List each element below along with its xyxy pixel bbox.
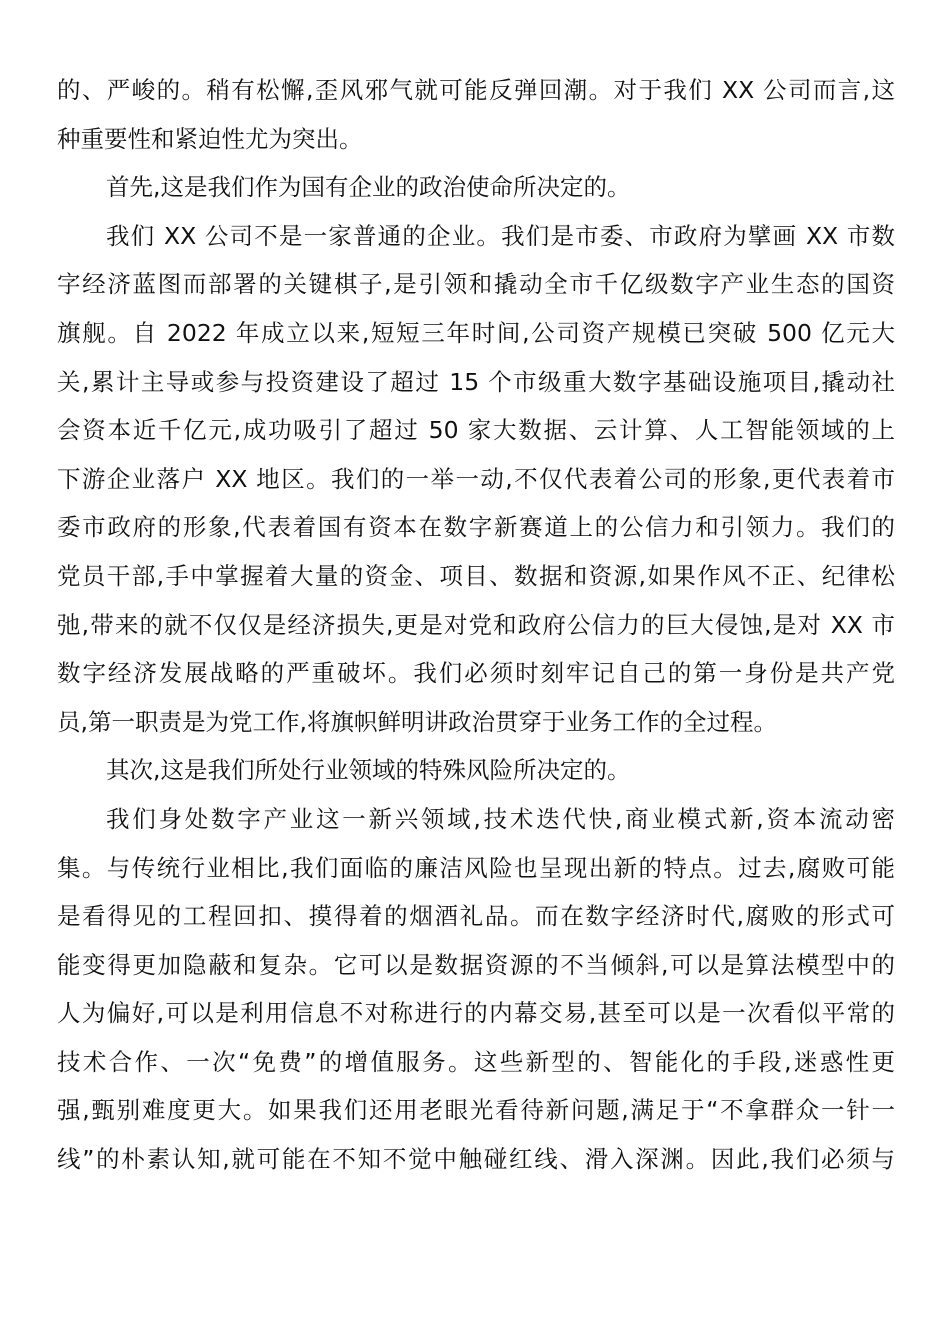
text-line: 能变得更加隐蔽和复杂。它可以是数据资源的不当倾斜,可以是算法模型中的 bbox=[57, 950, 895, 979]
text-line: 线”的朴素认知,就可能在不知不觉中触碰红线、滑入深渊。因此,我们必须与 bbox=[57, 1145, 895, 1174]
section-heading-line: 其次,这是我们所处行业领域的特殊风险所决定的。 bbox=[106, 756, 631, 785]
section-heading-line: 首先,这是我们作为国有企业的政治使命所决定的。 bbox=[106, 173, 631, 202]
text-line: 员,第一职责是为党工作,将旗帜鲜明讲政治贯穿于业务工作的全过程。 bbox=[57, 707, 777, 736]
text-line: 我们 XX 公司不是一家普通的企业。我们是市委、市政府为擘画 XX 市数 bbox=[106, 221, 895, 250]
text-line: 技术合作、一次“免费”的增值服务。这些新型的、智能化的手段,迷惑性更 bbox=[57, 1047, 895, 1076]
text-line: 弛,带来的就不仅仅是经济损失,更是对党和政府公信力的巨大侵蚀,是对 XX 市 bbox=[57, 610, 895, 639]
text-line: 种重要性和紧迫性尤为突出。 bbox=[57, 124, 363, 153]
text-line: 会资本近千亿元,成功吸引了超过 50 家大数据、云计算、人工智能领域的上 bbox=[57, 416, 895, 445]
text-line: 旗舰。自 2022 年成立以来,短短三年时间,公司资产规模已突破 500 亿元大 bbox=[57, 318, 895, 347]
document-page bbox=[57, 66, 895, 1184]
text-line: 是看得见的工程回扣、摸得着的烟酒礼品。而在数字经济时代,腐败的形式可 bbox=[57, 902, 895, 931]
text-line: 人为偏好,可以是利用信息不对称进行的内幕交易,甚至可以是一次看似平常的 bbox=[57, 999, 895, 1028]
text-line: 集。与传统行业相比,我们面临的廉洁风险也呈现出新的特点。过去,腐败可能 bbox=[57, 853, 895, 882]
text-line: 的、严峻的。稍有松懈,歪风邪气就可能反弹回潮。对于我们 XX 公司而言,这 bbox=[57, 76, 895, 104]
text-line: 党员干部,手中掌握着大量的资金、项目、数据和资源,如果作风不正、纪律松 bbox=[57, 561, 895, 590]
text-line: 下游企业落户 XX 地区。我们的一举一动,不仅代表着公司的形象,更代表着市 bbox=[57, 464, 895, 493]
text-line: 委市政府的形象,代表着国有资本在数字新赛道上的公信力和引领力。我们的 bbox=[57, 513, 895, 542]
text-line: 我们身处数字产业这一新兴领域,技术迭代快,商业模式新,资本流动密 bbox=[106, 804, 895, 833]
text-line: 关,累计主导或参与投资建设了超过 15 个市级重大数字基础设施项目,撬动社 bbox=[57, 367, 895, 396]
text-line: 字经济蓝图而部署的关键棋子,是引领和撬动全市千亿级数字产业生态的国资 bbox=[57, 270, 895, 299]
text-line: 数字经济发展战略的严重破坏。我们必须时刻牢记自己的第一身份是共产党 bbox=[57, 659, 895, 688]
text-line: 强,甄别难度更大。如果我们还用老眼光看待新问题,满足于“不拿群众一针一 bbox=[57, 1096, 895, 1125]
